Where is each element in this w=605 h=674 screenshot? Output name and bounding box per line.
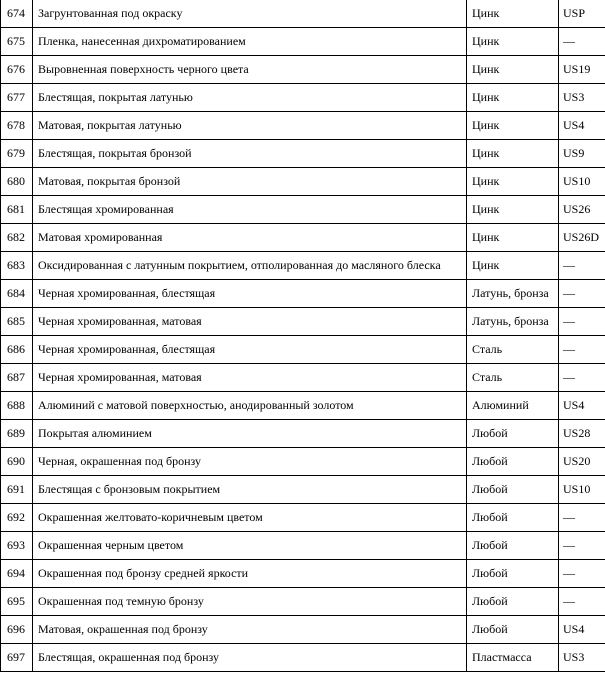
finish-description-cell: Блестящая с бронзовым покрытием <box>33 476 467 504</box>
finish-description-cell: Покрытая алюминием <box>33 420 467 448</box>
finish-description-cell: Блестящая, покрытая латунью <box>33 84 467 112</box>
finish-description-cell: Черная хромированная, блестящая <box>33 280 467 308</box>
table-row <box>1 644 605 672</box>
base-material-cell: Цинк <box>467 196 559 224</box>
table-row <box>1 616 605 644</box>
base-material-cell: Цинк <box>467 168 559 196</box>
row-number-cell: 675 <box>1 28 33 56</box>
finish-code-cell: — <box>559 28 605 56</box>
base-material-cell: Латунь, бронза <box>467 280 559 308</box>
finish-code-cell: US9 <box>559 140 605 168</box>
finish-code-cell: US28 <box>559 420 605 448</box>
finish-code-cell: US4 <box>559 392 605 420</box>
base-material-cell: Латунь, бронза <box>467 308 559 336</box>
finish-code-cell: — <box>559 532 605 560</box>
base-material-cell: Цинк <box>467 252 559 280</box>
finish-code-cell: US10 <box>559 476 605 504</box>
table-row <box>1 504 605 532</box>
table-row <box>1 308 605 336</box>
table-row <box>1 448 605 476</box>
base-material-cell: Цинк <box>467 84 559 112</box>
table-row <box>1 392 605 420</box>
finish-description-cell: Выровненная поверхность черного цвета <box>33 56 467 84</box>
base-material-cell: Пластмасса <box>467 644 559 672</box>
table-row <box>1 112 605 140</box>
table-row <box>1 0 605 28</box>
finish-code-cell: US4 <box>559 112 605 140</box>
finish-description-cell: Блестящая хромированная <box>33 196 467 224</box>
base-material-cell: Сталь <box>467 336 559 364</box>
finish-code-cell: — <box>559 588 605 616</box>
table-row <box>1 252 605 280</box>
table-row <box>1 28 605 56</box>
base-material-cell: Цинк <box>467 224 559 252</box>
finish-description-cell: Окрашенная черным цветом <box>33 532 467 560</box>
finish-description-cell: Черная хромированная, блестящая <box>33 336 467 364</box>
finish-description-cell: Оксидированная с латунным покрытием, отполированная до масляного блеска <box>33 252 467 280</box>
base-material-cell: Любой <box>467 420 559 448</box>
row-number-cell: 678 <box>1 112 33 140</box>
finish-description-cell: Блестящая, окрашенная под бронзу <box>33 644 467 672</box>
finish-code-cell: — <box>559 336 605 364</box>
table-row <box>1 56 605 84</box>
row-number-cell: 686 <box>1 336 33 364</box>
table-row <box>1 280 605 308</box>
finish-code-cell: — <box>559 504 605 532</box>
base-material-cell: Любой <box>467 504 559 532</box>
finish-description-cell: Алюминий с матовой поверхностью, анодированный золотом <box>33 392 467 420</box>
table-row <box>1 560 605 588</box>
table-row <box>1 532 605 560</box>
finish-code-cell: — <box>559 280 605 308</box>
base-material-cell: Любой <box>467 476 559 504</box>
finish-code-cell: US3 <box>559 644 605 672</box>
finish-code-cell: US3 <box>559 84 605 112</box>
table-row <box>1 196 605 224</box>
finish-code-cell: USP <box>559 0 605 28</box>
finish-code-cell: US26D <box>559 224 605 252</box>
base-material-cell: Цинк <box>467 140 559 168</box>
row-number-cell: 696 <box>1 616 33 644</box>
base-material-cell: Любой <box>467 616 559 644</box>
finish-code-cell: — <box>559 252 605 280</box>
base-material-cell: Любой <box>467 588 559 616</box>
row-number-cell: 684 <box>1 280 33 308</box>
row-number-cell: 688 <box>1 392 33 420</box>
table-body <box>1 0 605 672</box>
row-number-cell: 691 <box>1 476 33 504</box>
base-material-cell: Любой <box>467 532 559 560</box>
row-number-cell: 687 <box>1 364 33 392</box>
finish-description-cell: Загрунтованная под окраску <box>33 0 467 28</box>
table-row <box>1 364 605 392</box>
row-number-cell: 695 <box>1 588 33 616</box>
row-number-cell: 682 <box>1 224 33 252</box>
row-number-cell: 692 <box>1 504 33 532</box>
base-material-cell: Цинк <box>467 56 559 84</box>
finish-description-cell: Матовая, покрытая латунью <box>33 112 467 140</box>
table-row <box>1 224 605 252</box>
row-number-cell: 681 <box>1 196 33 224</box>
base-material-cell: Цинк <box>467 0 559 28</box>
finish-description-cell: Черная, окрашенная под бронзу <box>33 448 467 476</box>
row-number-cell: 683 <box>1 252 33 280</box>
row-number-cell: 693 <box>1 532 33 560</box>
finish-code-cell: US4 <box>559 616 605 644</box>
row-number-cell: 697 <box>1 644 33 672</box>
table-row <box>1 336 605 364</box>
finish-code-cell: — <box>559 364 605 392</box>
row-number-cell: 685 <box>1 308 33 336</box>
finish-code-cell: — <box>559 560 605 588</box>
finish-description-cell: Окрашенная под бронзу средней яркости <box>33 560 467 588</box>
table-row <box>1 168 605 196</box>
row-number-cell: 680 <box>1 168 33 196</box>
finish-code-cell: US19 <box>559 56 605 84</box>
base-material-cell: Цинк <box>467 28 559 56</box>
base-material-cell: Любой <box>467 560 559 588</box>
finish-code-cell: — <box>559 308 605 336</box>
finish-description-cell: Матовая, окрашенная под бронзу <box>33 616 467 644</box>
table-row <box>1 588 605 616</box>
finish-description-cell: Пленка, нанесенная дихроматированием <box>33 28 467 56</box>
base-material-cell: Любой <box>467 448 559 476</box>
row-number-cell: 679 <box>1 140 33 168</box>
table-row <box>1 84 605 112</box>
row-number-cell: 676 <box>1 56 33 84</box>
finish-description-cell: Матовая хромированная <box>33 224 467 252</box>
finish-description-cell: Матовая, покрытая бронзой <box>33 168 467 196</box>
table-row <box>1 420 605 448</box>
base-material-cell: Сталь <box>467 364 559 392</box>
row-number-cell: 690 <box>1 448 33 476</box>
row-number-cell: 674 <box>1 0 33 28</box>
base-material-cell: Алюминий <box>467 392 559 420</box>
base-material-cell: Цинк <box>467 112 559 140</box>
finish-description-cell: Блестящая, покрытая бронзой <box>33 140 467 168</box>
finish-description-cell: Черная хромированная, матовая <box>33 308 467 336</box>
finish-code-cell: US26 <box>559 196 605 224</box>
row-number-cell: 694 <box>1 560 33 588</box>
finish-description-cell: Окрашенная желтовато-коричневым цветом <box>33 504 467 532</box>
row-number-cell: 677 <box>1 84 33 112</box>
row-number-cell: 689 <box>1 420 33 448</box>
finish-description-cell: Окрашенная под темную бронзу <box>33 588 467 616</box>
table-row <box>1 140 605 168</box>
finish-code-cell: US10 <box>559 168 605 196</box>
table-row <box>1 476 605 504</box>
finish-description-cell: Черная хромированная, матовая <box>33 364 467 392</box>
finish-code-cell: US20 <box>559 448 605 476</box>
